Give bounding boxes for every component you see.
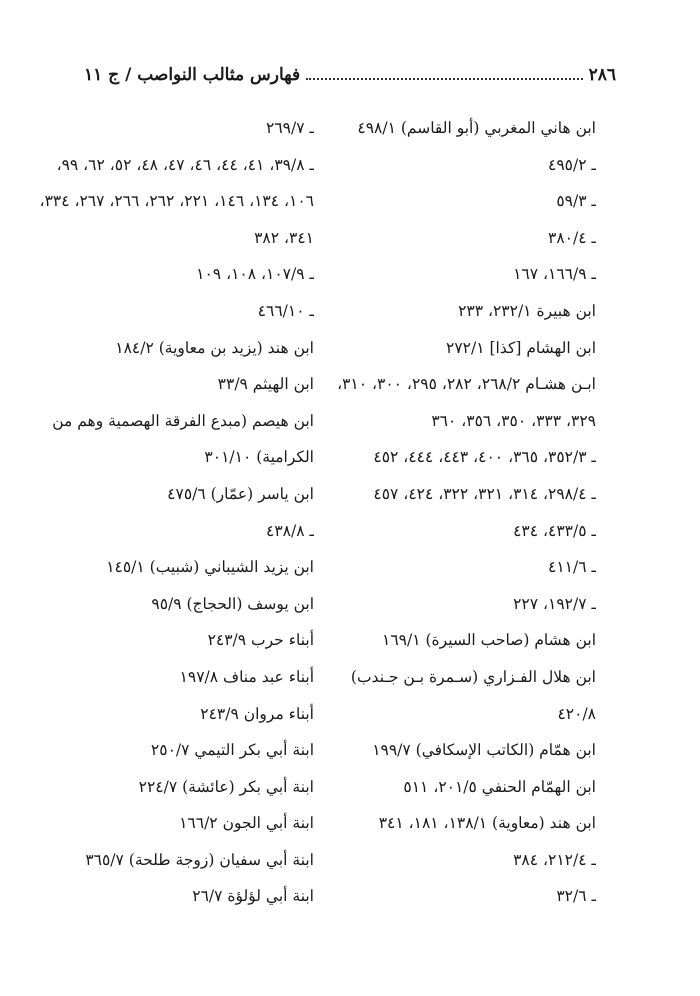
index-entry: ابن يزيد الشيباني (شبيب) ١٤٥/١ [106, 558, 314, 577]
index-entry: ابن هلال الفـزاري (سـمرة بـن جـندب) [350, 667, 596, 686]
index-entry: ـ ١٩٢/٧، ٢٢٧ [513, 594, 596, 613]
index-entry: ١٠٦، ١٣٤، ١٤٦، ٢٢١، ٢٦٢، ٢٦٦، ٢٦٧، ٣٣٤، [39, 192, 314, 211]
index-entry: الكرامية) ٣٠١/١٠ [204, 448, 314, 467]
index-entry: أبناء مروان ٢٤٣/٩ [200, 704, 314, 723]
index-entry: ـ ٢١٢/٤، ٣٨٤ [513, 850, 596, 869]
running-title: فهارس مثالب النواصب / ج ١١ [84, 65, 301, 85]
index-entry: ابنة أبي الجون ١٦٦/٢ [179, 814, 314, 833]
index-entry: ـ ٣٥٢/٣، ٣٦٥، ٤٠٠، ٤٤٣، ٤٤٤، ٤٥٢ [373, 448, 596, 467]
header-dot-leader [306, 78, 582, 80]
index-entry: ابن همّام (الكاتب الإسكافي) ١٩٩/٧ [372, 741, 596, 760]
index-entry: ابن هاني المغربي (أبو القاسم) ٤٩٨/١ [357, 119, 596, 137]
index-entry: ابن هشام (صاحب السيرة) ١٦٩/١ [382, 631, 596, 650]
index-entry: ـ ١٠٧/٩، ١٠٨، ١٠٩ [196, 265, 314, 284]
page-header [84, 62, 616, 88]
index-entry: ٤٢٠/٨ [557, 704, 596, 723]
index-entry: ـ ٣٢/٦ [556, 887, 596, 906]
index-entry: ابن ياسر (عمّار) ٤٧٥/٦ [167, 484, 314, 503]
index-entry: ـ ٢٦٩/٧ [266, 119, 314, 137]
page-number: ٢٨٦ [588, 65, 616, 85]
index-entry: ٣٢٩، ٣٣٣، ٣٥٠، ٣٥٦، ٣٦٠ [431, 411, 596, 430]
index-entry: ابن هيصم (مبدع الفرقة الهصمية وهم من [52, 411, 314, 430]
index-entry: ـ ٤٦٦/١٠ [257, 301, 314, 320]
index-entry: ابن هند (معاوية) ١٣٨/١، ١٨١، ٣٤١ [378, 814, 596, 833]
index-entry: ٣٤١، ٣٨٢ [254, 228, 314, 247]
index-entry: ـ ٤٣٣/٥، ٤٣٤ [513, 521, 596, 540]
index-entry: ابنة أبي لؤلؤة ٢٦/٧ [192, 887, 314, 906]
index-entry: ابن الهيثم ٣٣/٩ [217, 375, 314, 394]
index-entry: ابن هند (يزيد بن معاوية) ١٨٤/٢ [115, 338, 314, 357]
index-entry: ـ ٢٩٨/٤، ٣١٤، ٣٢١، ٣٢٢، ٤٢٤، ٤٥٧ [373, 484, 596, 503]
index-entry: ـ ٣٩/٨، ٤١، ٤٤، ٤٦، ٤٧، ٤٨، ٥٢، ٦٢، ٩٩، [56, 155, 314, 174]
index-entry: ـ ٤١١/٦ [548, 558, 596, 577]
index-entry: ـ ١٦٦/٩، ١٦٧ [513, 265, 596, 284]
index-entry: أبناء حرب ٢٤٣/٩ [207, 631, 314, 650]
index-entry: ابن الهمّام الحنفي ٢٠١/٥، ٥١١ [403, 777, 596, 796]
index-entry: ابن هبيرة ٢٣٢/١، ٢٣٣ [458, 301, 596, 320]
index-entry: ـ ٣٨٠/٤ [548, 228, 596, 247]
index-entry: أبناء عبد مناف ١٩٧/٨ [179, 667, 314, 686]
index-entry: ـ ٥٩/٣ [556, 192, 596, 211]
index-entry: ابنة أبي سفيان (زوجة طلحة) ٣٦٥/٧ [85, 850, 314, 869]
index-column-left [2, 110, 314, 915]
index-entry: ابن يوسف (الحجاج) ٩٥/٩ [151, 594, 314, 613]
index-entry: ابـن هشـام ٢٦٨/٢، ٢٨٢، ٢٩٥، ٣٠٠، ٣١٠، [337, 375, 596, 394]
index-entry: ابنة أبي بكر التيمي ٢٥٠/٧ [150, 741, 314, 760]
index-column-right [326, 110, 596, 915]
index-entry: ابن الهشام [كذا] ٢٧٢/١ [446, 338, 596, 357]
index-entry: ـ ٤٩٥/٢ [548, 155, 596, 174]
index-entry: ابنة أبي بكر (عائشة) ٢٢٤/٧ [138, 777, 314, 796]
index-entry: ـ ٤٣٨/٨ [266, 521, 314, 540]
